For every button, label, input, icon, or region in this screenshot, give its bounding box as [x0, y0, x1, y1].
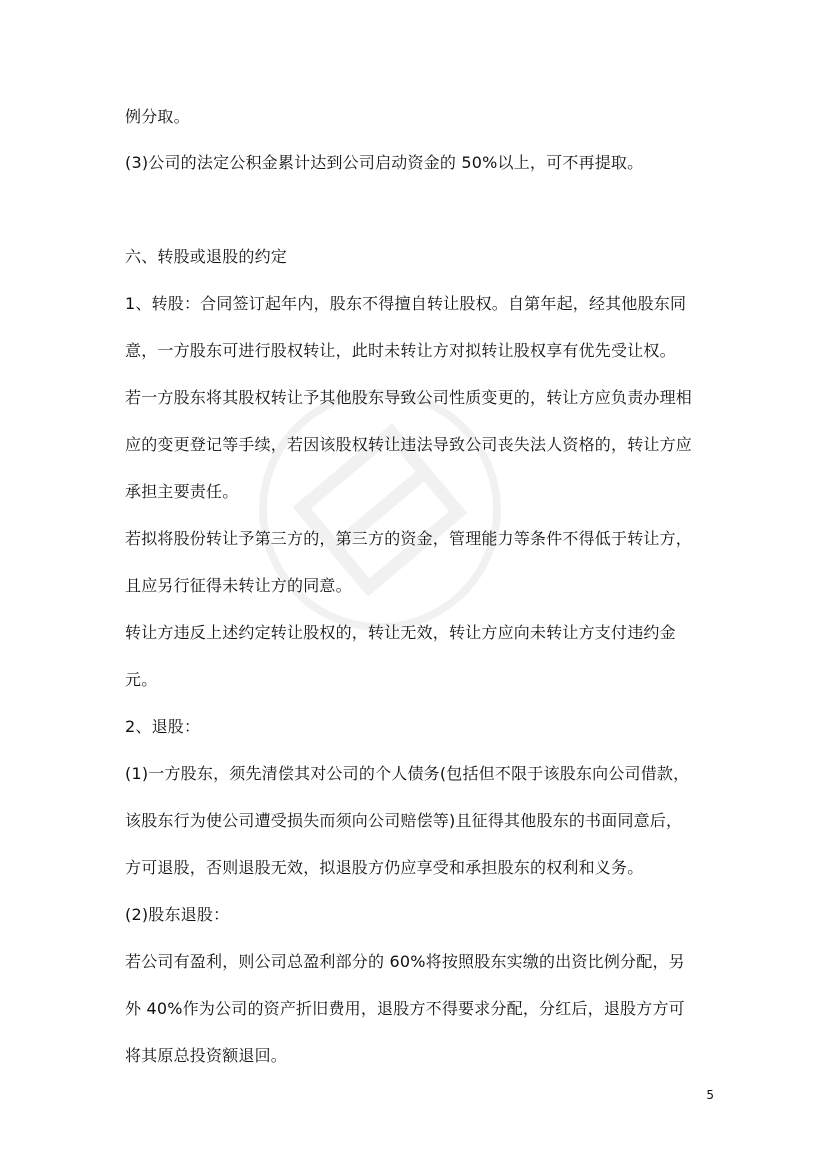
subsection-heading: 2、退股： [125, 717, 201, 736]
body-line: 元。 [125, 670, 158, 689]
body-line: 1、转股：合同签订起年内，股东不得擅自转让股权。自第年起，经其他股东同 [125, 294, 687, 313]
body-line: 该股东行为使公司遭受损失而须向公司赔偿等)且征得其他股东的书面同意后， [125, 811, 683, 830]
body-line: 意，一方股东可进行股权转让，此时未转让方对拟转让股权享有优先受让权。 [125, 341, 676, 360]
body-line: 外 40%作为公司的资产折旧费用，退股方不得要求分配，分红后，退股方方可 [125, 999, 685, 1018]
section-heading: 六、转股或退股的约定 [125, 247, 288, 266]
body-line: 若拟将股份转让予第三方的，第三方的资金，管理能力等条件不得低于转让方， [125, 529, 693, 548]
subsection-heading: (2)股东退股： [125, 905, 230, 924]
body-line: (3)公司的法定公积金累计达到公司启动资金的 50%以上，可不再提取。 [125, 153, 644, 172]
page-number: 5 [706, 1088, 714, 1102]
body-line: 方可退股，否则退股无效，拟退股方仍应享受和承担股东的权利和义务。 [125, 858, 644, 877]
body-line: 且应另行征得未转让方的同意。 [125, 576, 352, 595]
body-line: 将其原总投资额退回。 [125, 1046, 288, 1065]
body-line: (1)一方股东，须先清偿其对公司的个人债务(包括但不限于该股东向公司借款， [125, 764, 690, 783]
body-line: 若一方股东将其股权转让予其他股东导致公司性质变更的，转让方应负责办理相 [125, 388, 693, 407]
body-line: 承担主要责任。 [125, 482, 239, 501]
body-line: 若公司有盈利，则公司总盈利部分的 60%将按照股东实缴的出资比例分配，另 [125, 952, 685, 971]
body-line: 应的变更登记等手续，若因该股权转让违法导致公司丧失法人资格的，转让方应 [125, 435, 693, 454]
body-line: 例分取。 [125, 107, 190, 126]
body-line: 转让方违反上述约定转让股权的，转让无效，转让方应向未转让方支付违约金 [125, 623, 676, 642]
